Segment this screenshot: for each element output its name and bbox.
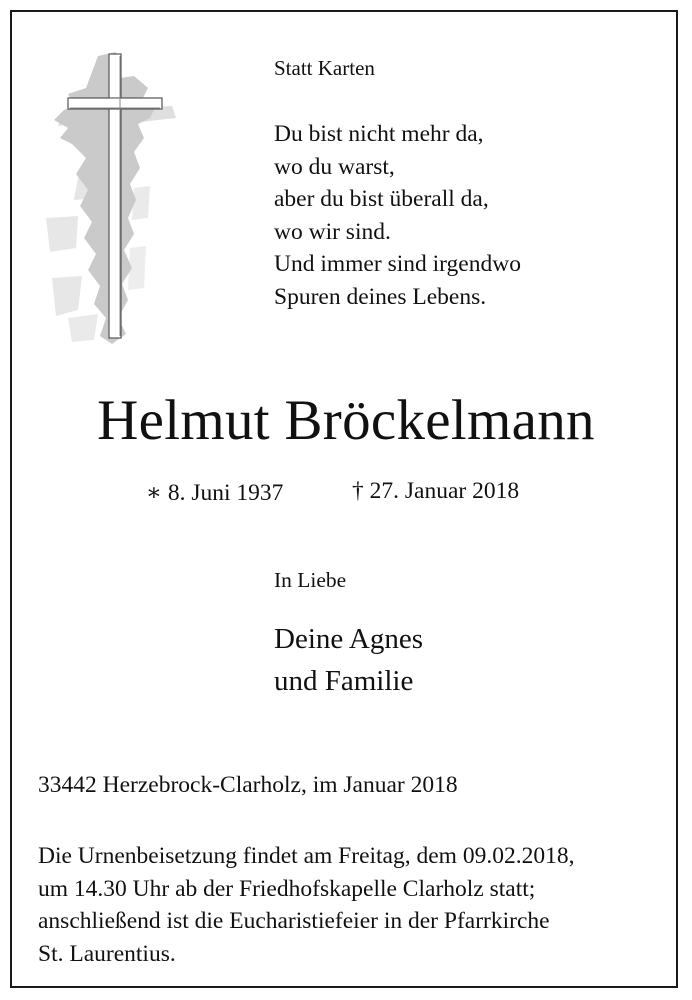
death-date: † 27. Januar 2018 <box>352 478 520 504</box>
funeral-notice <box>38 840 574 970</box>
notice-line: St. Laurentius. <box>38 940 176 967</box>
deceased-name: Helmut Bröckelmann <box>97 389 595 452</box>
poem-line: aber du bist überall da, <box>274 186 489 212</box>
poem-line: wo du warst, <box>274 153 395 180</box>
poem-line: Und immer sind irgendwo <box>274 251 521 277</box>
notice-line: Die Urnenbeisetzung findet am Freitag, dem 09.02.2018, <box>38 843 575 869</box>
cross-icon <box>38 48 188 348</box>
in-liebe-label: In Liebe <box>274 568 347 592</box>
place-date: 33442 Herzebrock-Clarholz, im Januar 2018 <box>38 772 458 798</box>
notice-line: anschließend ist die Eucharistiefeier in der Pfarrkirche <box>38 908 550 934</box>
poem-line: Spuren deines Lebens. <box>274 283 487 310</box>
poem-line: Du bist nicht mehr da, <box>274 121 484 147</box>
mourners <box>274 618 423 702</box>
poem <box>274 118 521 313</box>
statt-karten-label: Statt Karten <box>274 56 375 80</box>
notice-line: um 14.30 Uhr ab der Friedhofskapelle Clarholz statt; <box>38 875 536 902</box>
poem-line: wo wir sind. <box>274 218 391 245</box>
mourner-line: Deine Agnes <box>274 623 423 655</box>
mourner-line: und Familie <box>274 665 414 697</box>
birth-date: ∗ 8. Juni 1937 <box>146 480 284 506</box>
